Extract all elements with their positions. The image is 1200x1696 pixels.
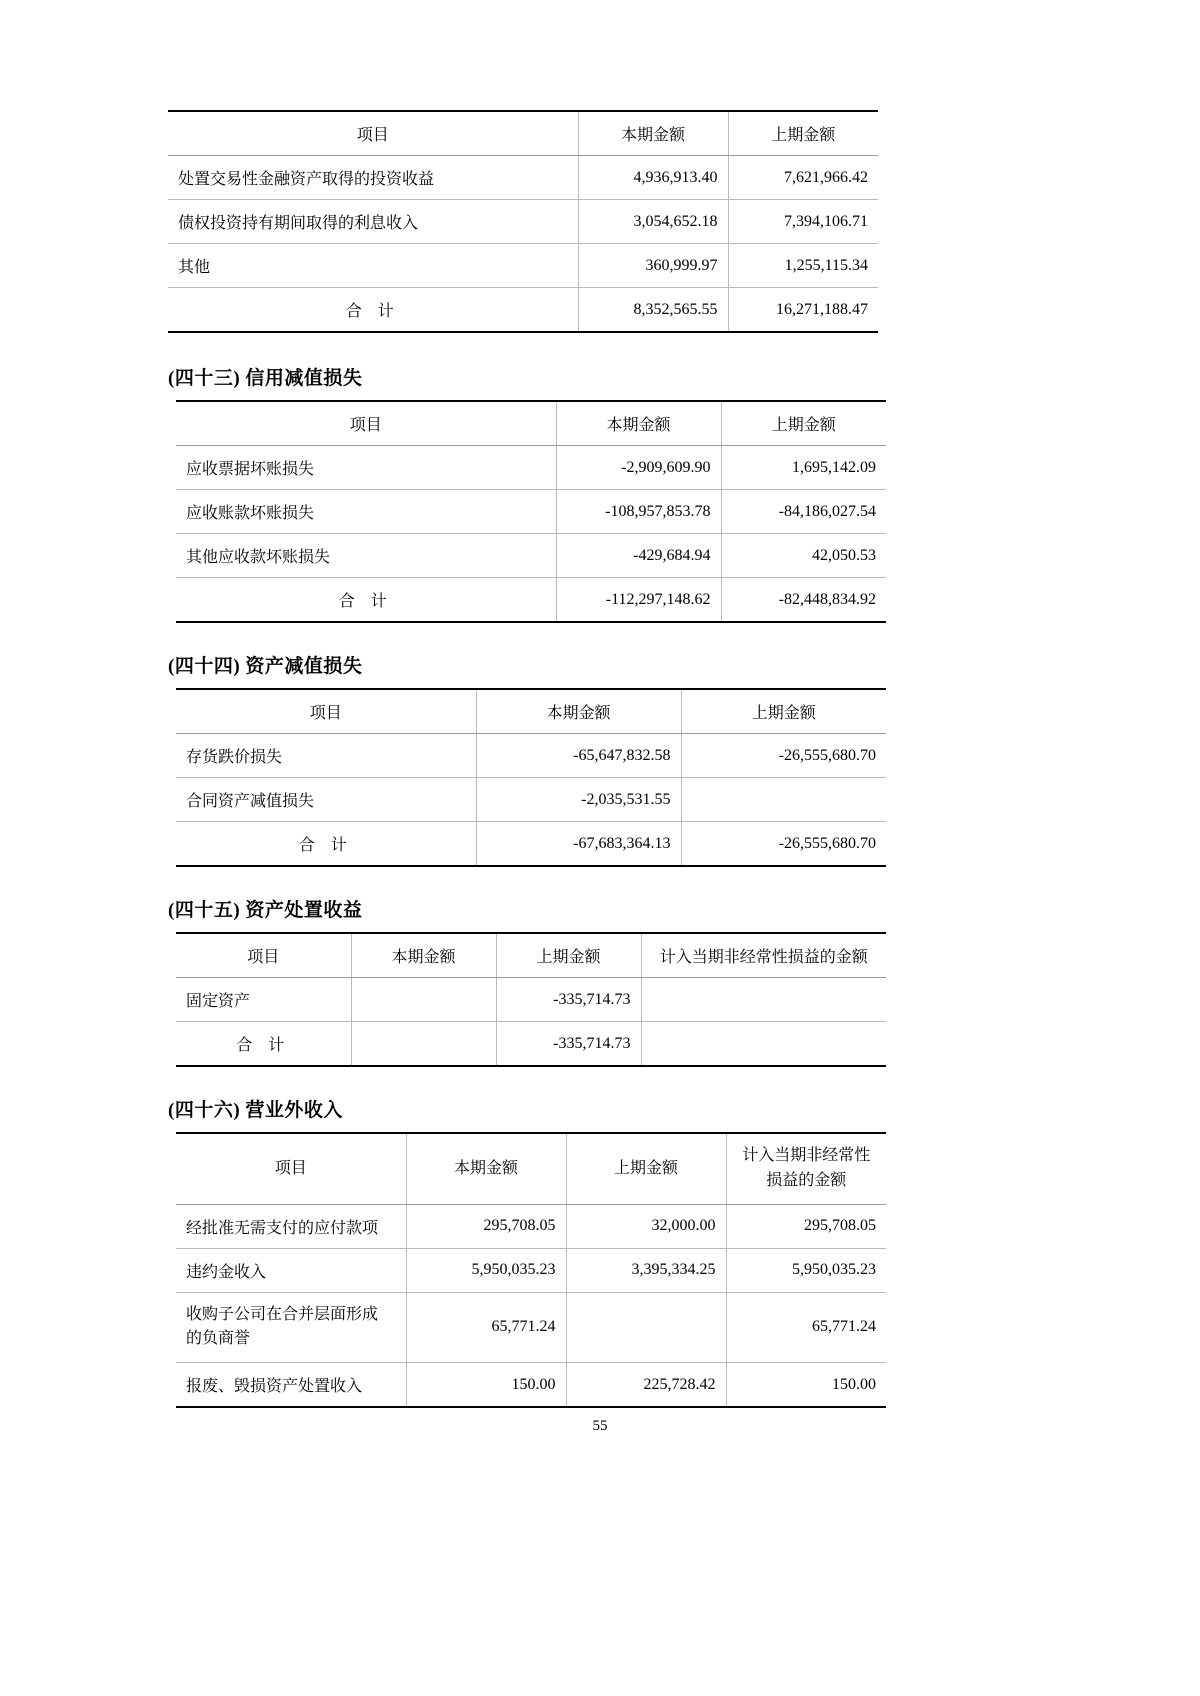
credit-impairment-table <box>176 400 886 623</box>
table-row <box>176 1292 886 1363</box>
table-header-row <box>176 401 886 446</box>
table-total-row <box>176 1022 886 1067</box>
column-header-current: 本期金额 <box>351 933 496 978</box>
table-header-row <box>168 111 878 156</box>
table-total-row <box>176 822 886 867</box>
table-row <box>176 1248 886 1292</box>
section-title-non-operating-income: (四十六) 营业外收入 <box>168 1100 343 1121</box>
column-header-previous: 上期金额 <box>681 689 886 734</box>
table-row <box>176 1204 886 1248</box>
asset-impairment-table <box>176 688 886 867</box>
column-header-item: 项目 <box>176 1133 406 1204</box>
column-header-item: 项目 <box>176 933 351 978</box>
row-nonrecurring-amount <box>641 978 886 1022</box>
table-row <box>176 1363 886 1408</box>
row-current-amount: -429,684.94 <box>556 534 721 578</box>
row-label <box>176 1204 406 1248</box>
row-label: 其他应收款坏账损失 <box>176 534 556 578</box>
column-header-previous: 上期金额 <box>496 933 641 978</box>
row-previous-amount: 3,395,334.25 <box>566 1248 726 1292</box>
table-row <box>168 244 878 288</box>
column-header-current: 本期金额 <box>556 401 721 446</box>
table-header-row <box>176 933 886 978</box>
investment-income-table <box>168 110 878 333</box>
row-current-amount <box>351 978 496 1022</box>
total-nonrecurring-amount <box>641 1022 886 1067</box>
row-label: 应收账款坏账损失 <box>176 490 556 534</box>
section-title-asset-disposal: (四十五) 资产处置收益 <box>168 900 363 921</box>
row-current-amount: 3,054,652.18 <box>578 200 728 244</box>
row-previous-amount: 225,728.42 <box>566 1363 726 1408</box>
row-previous-amount: -26,555,680.70 <box>681 734 886 778</box>
table-row <box>176 978 886 1022</box>
row-nonrecurring-amount: 65,771.24 <box>726 1292 886 1363</box>
row-label: 固定资产 <box>176 978 351 1022</box>
column-header-current: 本期金额 <box>578 111 728 156</box>
row-current-amount: 295,708.05 <box>406 1204 566 1248</box>
row-label-line1: 收购子公司在合并层面形成 <box>186 1305 379 1323</box>
row-current-amount: 150.00 <box>406 1363 566 1408</box>
total-previous-amount: 16,271,188.47 <box>728 288 878 333</box>
total-label: 合 计 <box>345 303 400 320</box>
row-previous-amount: 42,050.53 <box>721 534 886 578</box>
column-header-nonrecurring: 计入当期非经常性损益的金额 <box>641 933 886 978</box>
column-header-current: 本期金额 <box>476 689 681 734</box>
table-row <box>168 156 878 200</box>
row-previous-amount <box>566 1292 726 1363</box>
row-label-line2: 的负商誉 <box>186 1330 251 1348</box>
page-number: 55 <box>592 1418 608 1434</box>
row-previous-amount: 7,394,106.71 <box>728 200 878 244</box>
total-current-amount <box>351 1022 496 1067</box>
table-header-row <box>176 1133 886 1204</box>
table-row <box>168 200 878 244</box>
table-total-row <box>168 288 878 333</box>
section-asset-disposal <box>168 895 948 1067</box>
total-previous-amount: -26,555,680.70 <box>681 822 886 867</box>
row-current-amount: 5,950,035.23 <box>406 1248 566 1292</box>
row-label <box>176 1363 406 1408</box>
row-current-amount: 360,999.97 <box>578 244 728 288</box>
table-row <box>176 778 886 822</box>
row-current-amount: -2,909,609.90 <box>556 446 721 490</box>
row-previous-amount: 7,621,966.42 <box>728 156 878 200</box>
row-current-amount: -108,957,853.78 <box>556 490 721 534</box>
row-previous-amount: 1,695,142.09 <box>721 446 886 490</box>
total-label: 合 计 <box>338 593 393 610</box>
column-header-nonrecurring-line1: 计入当期非经常性 <box>742 1147 871 1164</box>
page-content <box>168 110 948 1436</box>
row-current-amount: -2,035,531.55 <box>476 778 681 822</box>
column-header-item: 项目 <box>176 401 556 446</box>
total-label: 合 计 <box>298 837 353 854</box>
row-previous-amount: 32,000.00 <box>566 1204 726 1248</box>
column-header-item: 项目 <box>168 111 578 156</box>
column-header-nonrecurring-line2: 损益的金额 <box>766 1171 847 1189</box>
row-label: 处置交易性金融资产取得的投资收益 <box>168 156 578 200</box>
total-label: 合 计 <box>236 1037 291 1054</box>
table-total-row <box>176 578 886 623</box>
row-label-line1: 经批准无需支付的应付款项 <box>186 1219 379 1237</box>
row-current-amount: 65,771.24 <box>406 1292 566 1363</box>
column-header-previous: 上期金额 <box>721 401 886 446</box>
row-label: 其他 <box>168 244 578 288</box>
total-previous-amount: -82,448,834.92 <box>721 578 886 623</box>
non-operating-income-table <box>176 1132 886 1408</box>
row-nonrecurring-amount: 5,950,035.23 <box>726 1248 886 1292</box>
row-previous-amount <box>681 778 886 822</box>
section-asset-impairment <box>168 651 948 867</box>
row-nonrecurring-amount: 150.00 <box>726 1363 886 1408</box>
column-header-previous: 上期金额 <box>566 1133 726 1204</box>
row-label: 合同资产减值损失 <box>176 778 476 822</box>
column-header-previous: 上期金额 <box>728 111 878 156</box>
row-label-line1: 违约金收入 <box>186 1263 267 1281</box>
table-row <box>176 446 886 490</box>
section-title-asset-impairment: (四十四) 资产减值损失 <box>168 656 363 677</box>
section-investment-income <box>168 110 948 333</box>
table-row <box>176 734 886 778</box>
table-row <box>176 534 886 578</box>
row-label: 债权投资持有期间取得的利息收入 <box>168 200 578 244</box>
column-header-nonrecurring <box>726 1133 886 1204</box>
row-label-line1: 报废、毁损资产处置收入 <box>186 1378 363 1396</box>
row-previous-amount: -335,714.73 <box>496 978 641 1022</box>
row-previous-amount: 1,255,115.34 <box>728 244 878 288</box>
section-credit-impairment <box>168 363 948 623</box>
total-previous-amount: -335,714.73 <box>496 1022 641 1067</box>
row-label: 存货跌价损失 <box>176 734 476 778</box>
row-previous-amount: -84,186,027.54 <box>721 490 886 534</box>
row-label <box>176 1248 406 1292</box>
row-nonrecurring-amount: 295,708.05 <box>726 1204 886 1248</box>
asset-disposal-table <box>176 932 886 1067</box>
section-non-operating-income <box>168 1095 948 1408</box>
total-current-amount: -67,683,364.13 <box>476 822 681 867</box>
table-row <box>176 490 886 534</box>
total-current-amount: -112,297,148.62 <box>556 578 721 623</box>
column-header-current: 本期金额 <box>406 1133 566 1204</box>
row-current-amount: -65,647,832.58 <box>476 734 681 778</box>
section-title-credit-impairment: (四十三) 信用减值损失 <box>168 368 363 389</box>
row-label <box>176 1292 406 1363</box>
table-header-row <box>176 689 886 734</box>
row-label: 应收票据坏账损失 <box>176 446 556 490</box>
column-header-item: 项目 <box>176 689 476 734</box>
total-current-amount: 8,352,565.55 <box>578 288 728 333</box>
row-current-amount: 4,936,913.40 <box>578 156 728 200</box>
